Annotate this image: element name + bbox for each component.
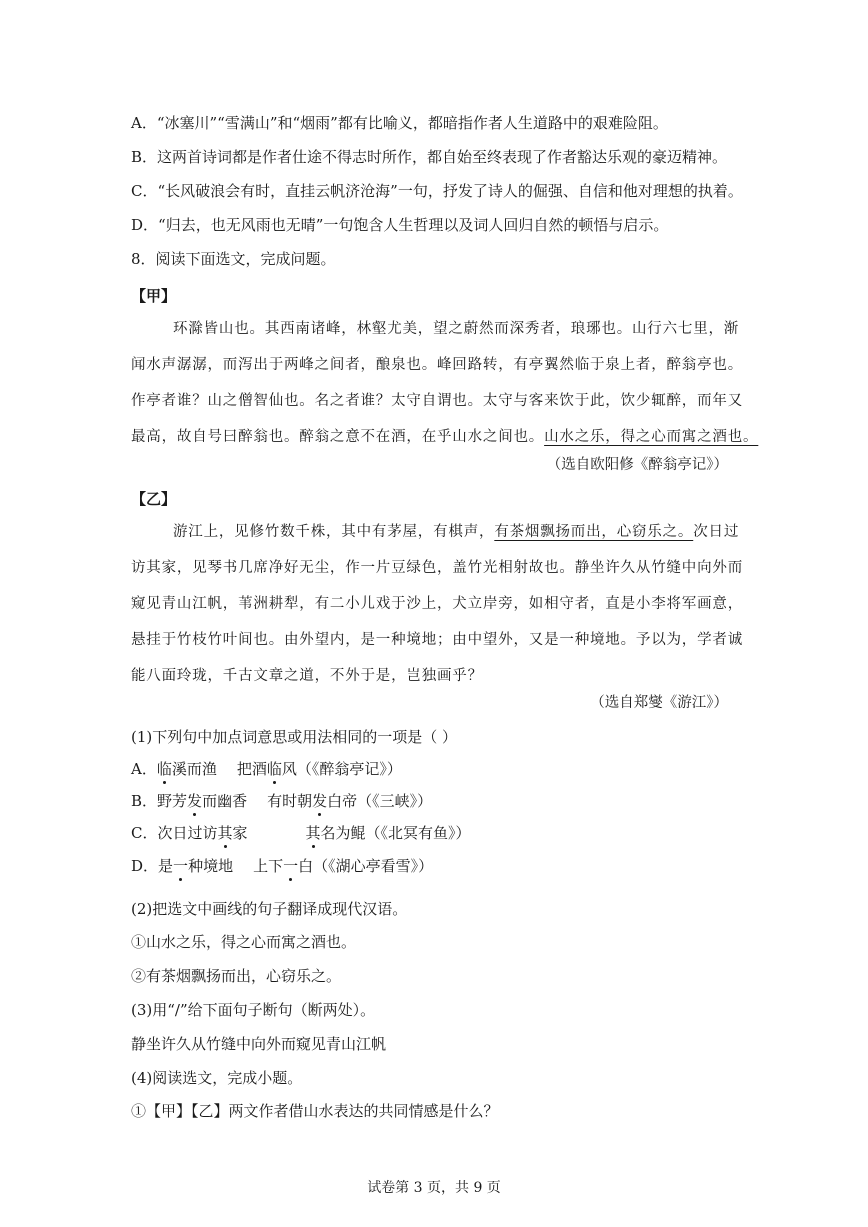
passage-yi-line: 窥见青山江帆，苇洲耕犁，有二小儿戏于沙上，犬立岸旁，如相守者，直是小李将军画意， xyxy=(131,596,743,612)
sub1-stem: (1)下列句中加点词意思或用法相同的一项是（ ） xyxy=(131,728,458,746)
option-label: D． xyxy=(131,857,159,875)
q7-option-d: D．“归去，也无风雨也无晴”一句饱含人生哲理以及词人回归自然的顿悟与启示。 xyxy=(131,216,669,234)
sub4-item-1: ①【甲】【乙】两文作者借山水表达的共同情感是什么？ xyxy=(131,1102,499,1120)
option-text: 风（《醉翁亭记》） xyxy=(281,760,402,778)
sub4-stem: (4)阅读选文，完成小题。 xyxy=(131,1069,303,1087)
passage-yi-line xyxy=(131,520,755,556)
sub3-sentence: 静坐许久从竹缝中向外而窥见青山江帆 xyxy=(131,1035,387,1053)
passage-yi xyxy=(131,520,755,700)
passage-jia-line: 闻水声潺潺，而泻出于两峰之间者，酿泉也。峰回路转，有亭翼然临于泉上者，醉翁亭也。 xyxy=(131,357,743,373)
dotted-word: 一 xyxy=(283,857,299,875)
passage-yi-line: 悬挂于竹枝竹叶间也。由外望内，是一种境地；由中望外，又是一种境地。予以为，学者诚 xyxy=(131,632,743,648)
dotted-word: 发 xyxy=(312,792,328,810)
sub3-stem: (3)用“/”给下面句子断句（断两处）。 xyxy=(131,1001,376,1019)
underlined-sentence-2: 有茶烟飘扬而出，心窃乐之。 xyxy=(494,524,694,540)
option-text: 上下 xyxy=(253,857,284,875)
passage-jia-heading: 【甲】 xyxy=(131,287,177,305)
dotted-word: 发 xyxy=(187,792,203,810)
dotted-word: 一 xyxy=(173,857,189,875)
option-label: B． xyxy=(131,792,158,810)
sub2-stem: (2)把选文中画线的句子翻译成现代汉语。 xyxy=(131,900,408,918)
passage-jia xyxy=(131,317,759,461)
option-text: 是 xyxy=(158,857,174,875)
sub2-item-2: ②有茶烟飘扬而出，心窃乐之。 xyxy=(131,967,342,985)
option-text: 野芳 xyxy=(157,792,188,810)
passage-yi-text: 次日过 xyxy=(693,524,740,540)
sub2-item-1: ①山水之乐，得之心而寓之酒也。 xyxy=(131,933,357,951)
passage-yi-source: （选自郑燮《游江》） xyxy=(590,695,728,711)
passage-jia-source: （选自欧阳修《醉翁亭记》） xyxy=(546,457,728,473)
sub1-option-c xyxy=(131,823,471,843)
passage-jia-line: 环滁皆山也。其西南诸峰，林壑尤美，望之蔚然而深秀者，琅琊也。山行六七里，渐 xyxy=(173,321,740,337)
q7-option-b: B．这两首诗词都是作者仕途不得志时所作，都自始至终表现了作者豁达乐观的豪迈精神。 xyxy=(131,148,728,166)
option-text: 名为鲲（《北冥有鱼》） xyxy=(320,824,471,842)
underlined-sentence-1: 山水之乐，得之心而寓之酒也。 xyxy=(544,429,759,445)
passage-yi-heading: 【乙】 xyxy=(131,490,177,508)
sub1-option-a xyxy=(131,759,402,779)
passage-jia-text: 最高，故自号曰醉翁也。醉翁之意不在酒，在乎山水之间也。 xyxy=(131,429,545,445)
dotted-word: 其 xyxy=(217,824,233,842)
option-text: 白（《湖心亭看雪》） xyxy=(298,857,434,875)
option-label: C． xyxy=(131,824,158,842)
q7-option-a: A．“冰塞川”“雪满山”和“烟雨”都有比喻义，都暗指作者人生道路中的艰难险阻。 xyxy=(131,114,668,132)
q7-option-c: C．“长风破浪会有时，直挂云帆济沧海”一句，抒发了诗人的倔强、自信和他对理想的执着。 xyxy=(131,182,743,200)
dotted-word: 临 xyxy=(266,760,282,778)
passage-yi-text: 游江上，见修竹数千株，其中有茅屋，有棋声， xyxy=(173,524,495,540)
option-text: 而幽香 xyxy=(202,792,248,810)
option-label: A． xyxy=(131,760,157,778)
option-text: 种境地 xyxy=(188,857,234,875)
option-text: 溪而渔 xyxy=(171,760,217,778)
passage-yi-line: 访其家，见琴书几席净好无尘，作一片豆绿色，盖竹光相射故也。静坐许久从竹缝中向外而 xyxy=(131,560,743,576)
page-footer: 试卷第 3 页，共 9 页 xyxy=(367,1180,501,1196)
option-text: 次日过访 xyxy=(157,824,218,842)
dotted-word: 临 xyxy=(156,760,172,778)
passage-yi-line: 能八面玲珑，千古文章之道，不外于是，岂独画乎？ xyxy=(131,668,483,684)
option-text: 家 xyxy=(232,824,248,842)
sub1-option-b xyxy=(131,791,432,811)
option-text: 白帝（《三峡》） xyxy=(327,792,433,810)
option-text: 把酒 xyxy=(236,760,267,778)
sub1-option-d xyxy=(131,856,433,876)
passage-jia-line: 作亭者谁？山之僧智仙也。名之者谁？太守自谓也。太守与客来饮于此，饮少辄醉，而年又 xyxy=(131,393,743,409)
option-text: 有时朝 xyxy=(267,792,313,810)
dotted-word: 其 xyxy=(305,824,321,842)
q8-stem: 8．阅读下面选文，完成问题。 xyxy=(131,250,336,268)
